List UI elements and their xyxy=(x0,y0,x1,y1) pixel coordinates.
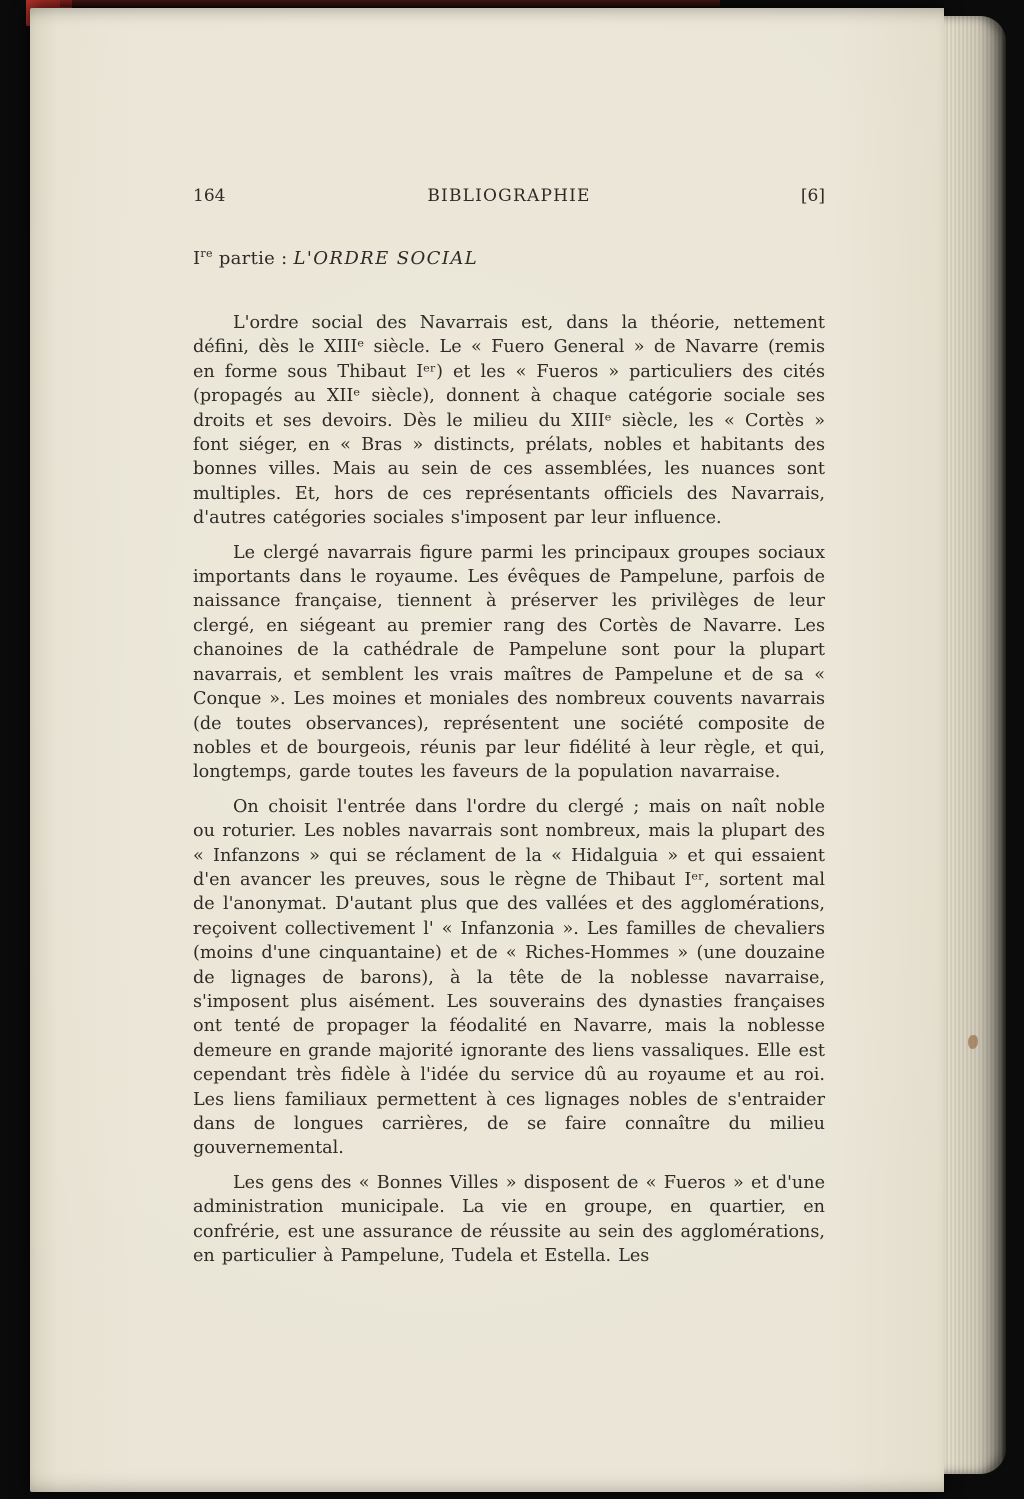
paragraph-2: Le clergé navarrais figure parmi les principaux groupes sociaux importants dans le royaume. Les évêques de Pampelune, parfois de naissance française, tiennent à préserver les privilèges de leur clergé, en siégeant au premier rang des Cortès de Navarre. Les chanoines de la cathédrale de Pampelune sont pour la plupart navarrais, et semblent les vrais maîtres de Pampelune et de sa « Conque ». Les moines et moniales des nombreux couvents navarrais (de toutes observances), représentent une société composite de nobles et de bourgeois, réunis par leur fidélité à leur règle, et qui, longtemps, garde toutes les faveurs de la population navarraise. xyxy=(193,542,825,783)
running-head xyxy=(193,186,825,206)
page xyxy=(30,8,944,1492)
paragraph-3: On choisit l'entrée dans l'ordre du clergé ; mais on naît noble ou roturier. Les nobles navarrais sont nombreux, mais la plupart des « Infanzons » qui se réclament de la « Hidalguia » et qui essaient d'en avancer les preuves, sous le règne de Thibaut Iᵉʳ, sortent mal de l'anonymat. D'autant plus que des vallées et des agglomérations, reçoivent collectivement l' « Infanzonia ». Les familles de chevaliers (moins d'une cinquantaine) et de « Riches-Hommes » (une douzaine de lignages de barons), à la tête de la noblesse navarraise, s'imposent plus aisément. Les souverains des dynasties françaises ont tenté de propager la féodalité en Navarre, mais la noblesse demeure en grande majorité ignorante des liens vassaliques. Elle est cependant très fidèle à l'idée du service dû au royaume et au roi. Les liens familiaux permettent à ces lignages nobles de s'entraider dans de longues carrières, de se faire connaître du milieu gouvernemental. xyxy=(193,796,825,1159)
section-heading xyxy=(193,248,825,269)
heading-superscript: re xyxy=(200,247,213,260)
heading-rest: partie : xyxy=(212,248,294,269)
running-title: BIBLIOGRAPHIE xyxy=(427,186,591,206)
page-number: 164 xyxy=(193,186,226,206)
paragraph-4: Les gens des « Bonnes Villes » disposent de « Fueros » et d'une administration municipale. La vie en groupe, en quartier, en confrérie, est une assurance de réussite au sein des agglomérations, en particulier à Pampelune, Tudela et Estella. Les xyxy=(193,1172,825,1267)
paragraph-1: L'ordre social des Navarrais est, dans la théorie, nettement défini, dès le XIIIᵉ siècle. Le « Fuero General » de Navarre (remis en forme sous Thibaut Iᵉʳ) et les « Fueros » particuliers des cités (propagés au XIIᵉ siècle), donnent à chaque catégorie sociale ses droits et ses devoirs. Dès le milieu du XIIIᵉ siècle, les « Cortès » font siéger, en « Bras » distincts, prélats, nobles et habitants des bonnes villes. Mais au sein de ces assemblées, les nuances sont multiples. Et, hors de ces représentants officiels des Navarrais, d'autres catégories sociales s'imposent par leur influence. xyxy=(193,313,825,529)
book-cover-top-sliver xyxy=(60,0,720,7)
heading-numeral: I xyxy=(193,248,201,269)
heading-title: L'ORDRE SOCIAL xyxy=(293,248,479,269)
book-fore-edge xyxy=(944,16,1006,1474)
folio-reference: [6] xyxy=(800,186,825,206)
text-block xyxy=(193,186,825,1268)
